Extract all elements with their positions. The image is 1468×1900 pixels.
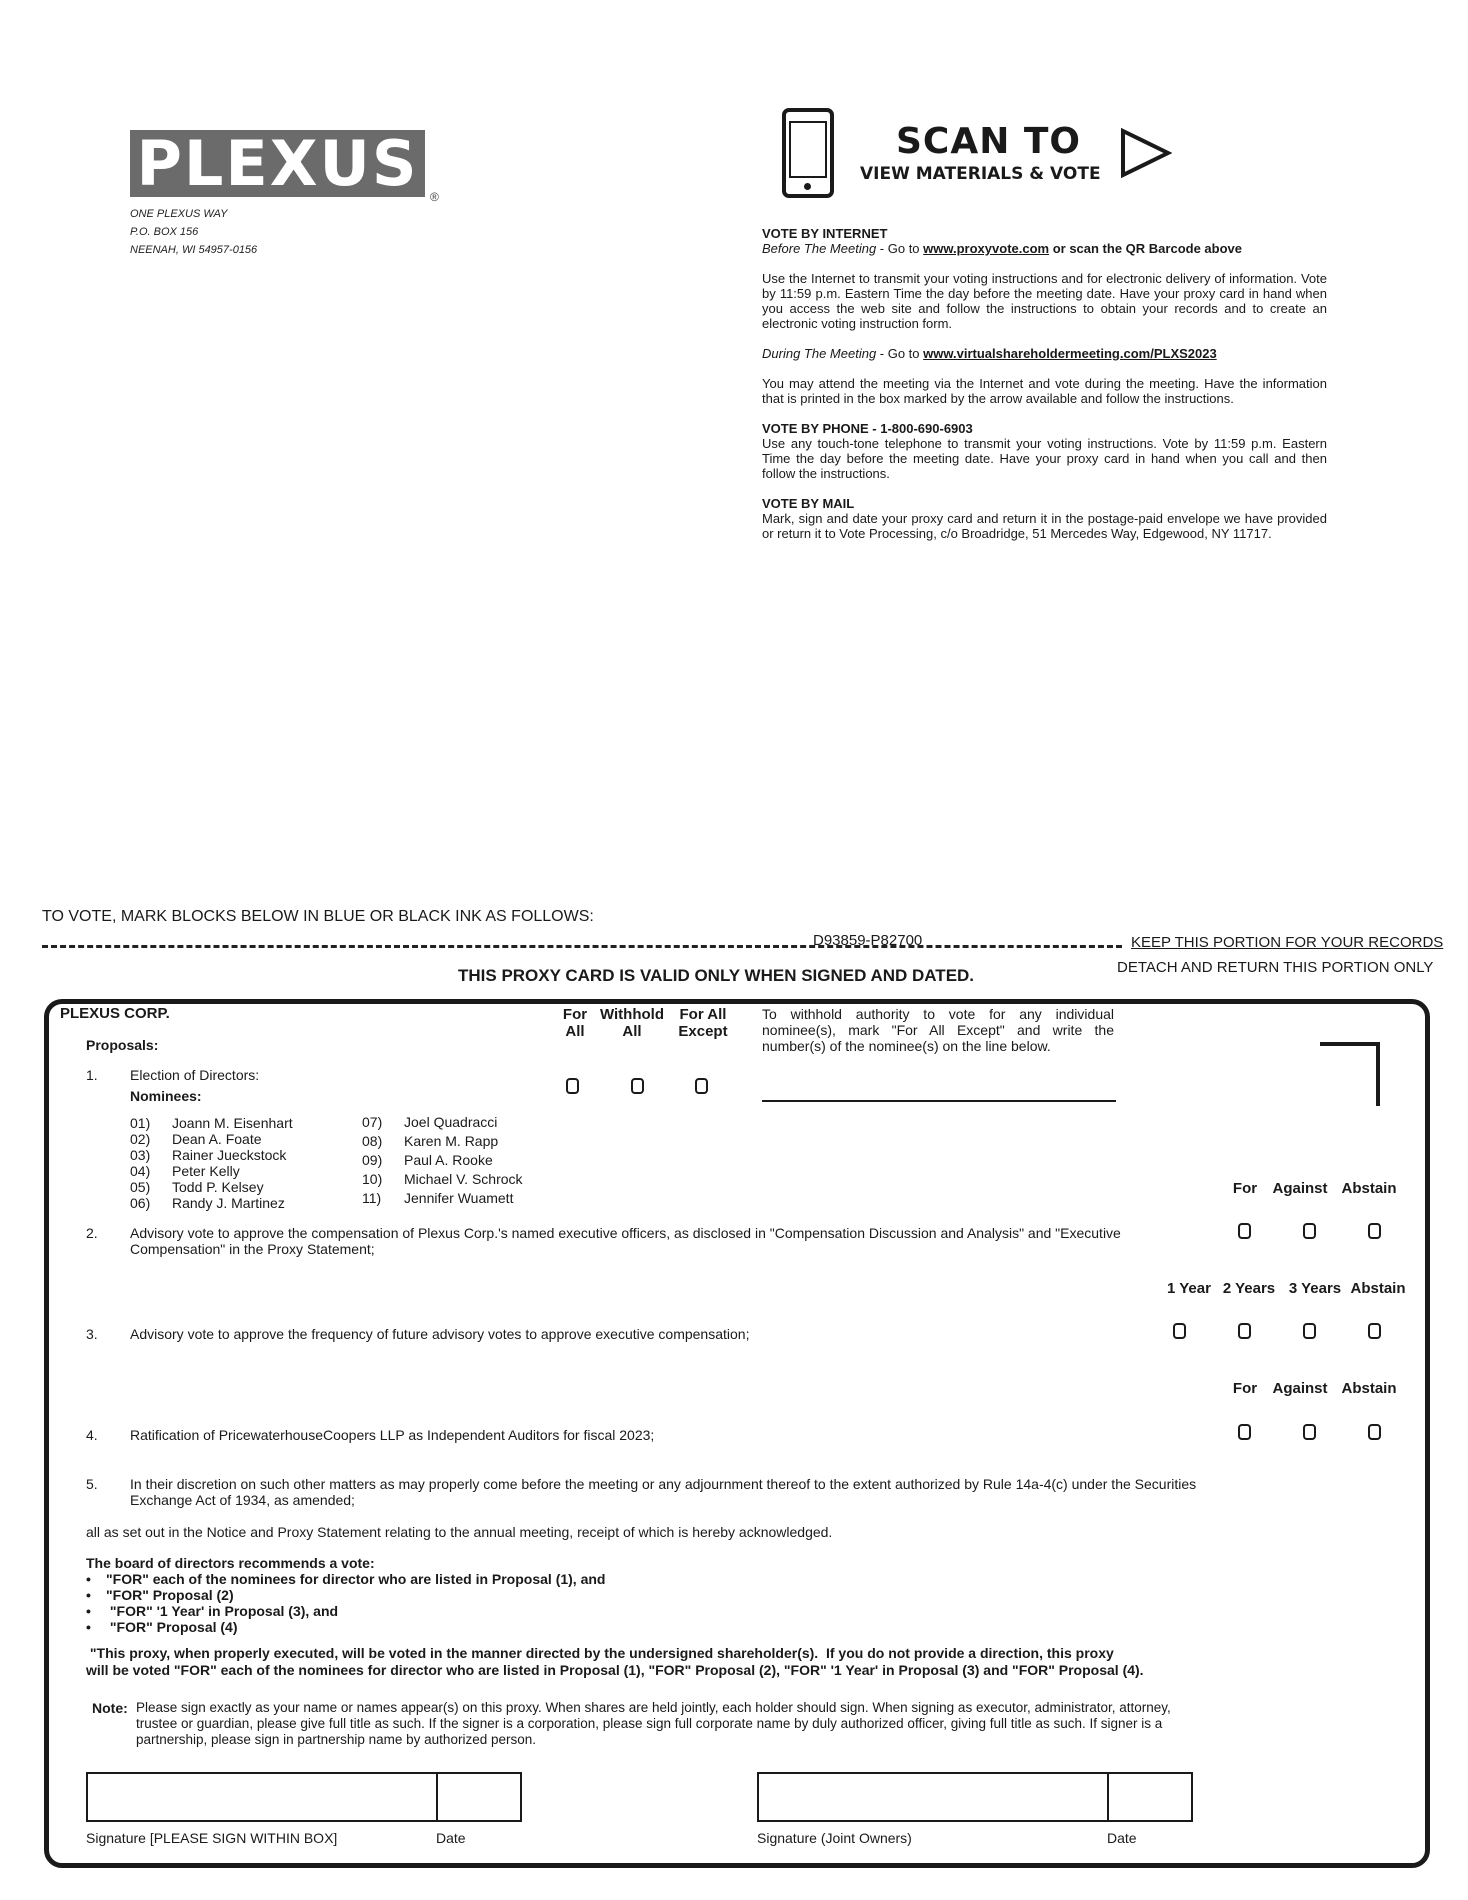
joint-date-label: Date [1107,1830,1137,1846]
joint-date-input[interactable] [1107,1772,1193,1822]
withhold-all-checkbox[interactable] [631,1078,644,1094]
col-against: Against [1272,1380,1328,1397]
signature-label: Signature [PLEASE SIGN WITHIN BOX] [86,1830,338,1846]
proposal-2-text: Advisory vote to approve the compensation of Plexus Corp.'s named executive officers, as disclosed in "Compensation Discussion and Analysis" and "Executive Compensation" in the Proxy Statement; [130,1225,1121,1257]
nominee-exception-line[interactable] [762,1100,1116,1102]
list-item: • "FOR" '1 Year' in Proposal (3), and [86,1603,339,1619]
acknowledgement-text: all as set out in the Notice and Proxy Statement relating to the annual meeting, receipt of which is hereby acknowledged. [86,1524,833,1540]
col-abstain: Abstain [1341,1380,1397,1397]
list-item: 02) Dean A. Foate [130,1131,262,1147]
vote-phone-title: VOTE BY PHONE - 1-800-690-6903 [762,421,973,436]
proposal-1-text: Election of Directors: [130,1067,260,1083]
proposal-4-number: 4. [86,1427,98,1443]
vote-internet-title: VOTE BY INTERNET [762,226,888,241]
proposal-1-number: 1. [86,1067,98,1083]
plexus-logo: PLEXUS [130,130,425,197]
during-meeting-line [762,346,1327,361]
valid-notice: THIS PROXY CARD IS VALID ONLY WHEN SIGNED AND DATED. [458,966,975,985]
signature-input[interactable] [86,1772,438,1822]
nominees-label: Nominees: [130,1088,202,1104]
smartphone-icon [782,108,834,198]
virtual-meeting-link[interactable]: www.virtualshareholdermeeting.com/PLXS2023 [923,346,1217,361]
proposal-3-text: Advisory vote to approve the frequency of future advisory votes to approve executive compensation; [130,1326,750,1342]
detach-line [42,945,1122,948]
goto-text: - Go to [876,241,924,256]
col-for: For [1232,1180,1258,1197]
note-text: Please sign exactly as your name or names appear(s) on this proxy. When shares are held jointly, each holder should sign. When signing as executor, administrator, attorney, trustee or guardian, please give full title as such. If the signer is a corporation, please sign full corporate name by duly authorized officer, giving full title as such. If signer is a partnership, please sign in partnership name by authorized person. [136,1700,1171,1747]
proxy-statement-line-1: "This proxy, when properly executed, will be voted in the manner directed by the undersigned shareholder(s). If you do not provide a direction, this proxy [86,1645,1114,1661]
list-item: • "FOR" each of the nominees for director who are listed in Proposal (1), and [86,1571,606,1587]
registered-mark: ® [430,190,439,204]
proposal-4-abstain-checkbox[interactable] [1368,1424,1381,1440]
for-all-except-checkbox[interactable] [695,1078,708,1094]
proposals-label: Proposals: [86,1037,159,1053]
list-item: 05) Todd P. Kelsey [130,1179,264,1195]
address-line: P.O. BOX 156 [130,226,199,238]
nominee-list-right [362,1113,523,1208]
col-for-all: For All [562,1006,588,1040]
col-withhold-all: Withhold All [599,1006,664,1040]
list-item: 01) Joann M. Eisenhart [130,1115,293,1131]
proposal-3-3years-checkbox[interactable] [1303,1323,1316,1339]
during-meeting-text: You may attend the meeting via the Internet and vote during the meeting. Have the information that is printed in the box marked by the arrow available and follow the instructions. [762,376,1327,406]
board-title: The board of directors recommends a vote: [86,1555,375,1571]
proposal-5-number: 5. [86,1476,98,1492]
scan-qr-text: or scan the QR Barcode above [1049,241,1242,256]
proposal-3-1year-checkbox[interactable] [1173,1323,1186,1339]
list-item: • "FOR" Proposal (2) [86,1587,234,1603]
company-name: PLEXUS CORP. [60,1005,170,1022]
vote-internet-before-line [762,241,1327,256]
joint-signature-input[interactable] [757,1772,1109,1822]
vote-mail-text: Mark, sign and date your proxy card and return it in the postage-paid envelope we have provided or return it to Vote Processing, c/o Broadridge, 51 Mercedes Way, Edgewood, NY 11717. [762,511,1327,541]
scan-subtitle: VIEW MATERIALS & VOTE [860,164,1101,184]
control-number: D93859-P82700 [813,932,923,949]
proposal-2-for-checkbox[interactable] [1238,1223,1251,1239]
date-label: Date [436,1830,466,1846]
keep-portion-label: KEEP THIS PORTION FOR YOUR RECORDS [1131,934,1444,951]
col-1-year: 1 Year [1167,1280,1211,1297]
vote-internet-text: Use the Internet to transmit your voting instructions and for electronic delivery of information. Vote by 11:59 p.m. Eastern Time the day before the meeting date. Have your proxy card in hand when you access the web site and follow the instructions to obtain your records and to create an electronic voting instruction form. [762,271,1327,331]
proposal-2-abstain-checkbox[interactable] [1368,1223,1381,1239]
return-address [130,205,257,259]
list-item: • "FOR" Proposal (4) [86,1619,238,1635]
proposal-5-text: In their discretion on such other matters as may properly come before the meeting or any adjournment thereof to the extent authorized by Rule 14a-4(c) under the Securities Exchange Act of 1934, as amended; [130,1476,1197,1508]
goto-text: - Go to [876,346,924,361]
mark-instructions: TO VOTE, MARK BLOCKS BELOW IN BLUE OR BLACK INK AS FOLLOWS: [42,908,594,925]
col-for: For [1232,1380,1258,1397]
col-for-all-except: For All Except [678,1006,728,1040]
proposal-4-for-checkbox[interactable] [1238,1424,1251,1440]
before-meeting-label: Before The Meeting [762,241,877,256]
proposal-2-against-checkbox[interactable] [1303,1223,1316,1239]
proposal-4-text: Ratification of PricewaterhouseCoopers LLP as Independent Auditors for fiscal 2023; [130,1427,655,1443]
proposal-3-abstain-checkbox[interactable] [1368,1323,1381,1339]
proposal-3-2years-checkbox[interactable] [1238,1323,1251,1339]
col-3-years: 3 Years [1288,1280,1342,1297]
address-line: ONE PLEXUS WAY [130,208,228,220]
joint-signature-label: Signature (Joint Owners) [757,1830,912,1846]
note-label: Note: [92,1700,128,1716]
list-item: 10) Michael V. Schrock [362,1171,523,1187]
during-meeting-label: During The Meeting [762,346,877,361]
scan-title: SCAN TO [896,121,1082,162]
for-all-checkbox[interactable] [566,1078,579,1094]
corner-mark [1320,1042,1380,1106]
nominee-list-left [130,1115,293,1211]
address-line: NEENAH, WI 54957-0156 [130,244,258,256]
vote-phone-text: Use any touch-tone telephone to transmit your voting instructions. Vote by 11:59 p.m. Eastern Time the day before the meeting date. Have your proxy card in hand when you call and then follow the instructions. [762,436,1327,481]
col-freq-abstain: Abstain [1350,1280,1406,1297]
col-against: Against [1272,1180,1328,1197]
col-abstain: Abstain [1341,1180,1397,1197]
list-item: 11) Jennifer Wuamett [362,1190,514,1206]
list-item: 07) Joel Quadracci [362,1114,498,1130]
withhold-instructions: To withhold authority to vote for any individual nominee(s), mark "For All Except" and write the number(s) of the nominee(s) on the line below. [762,1006,1114,1054]
proxy-statement-line-2: will be voted "FOR" each of the nominees for director who are listed in Proposal (1), "FOR" Proposal (2), "FOR" '1 Year' in Proposal (3) and "FOR" Proposal (4). [86,1662,1144,1678]
detach-return-label: DETACH AND RETURN THIS PORTION ONLY [1117,959,1434,976]
list-item: 03) Rainer Jueckstock [130,1147,287,1163]
col-2-years: 2 Years [1222,1280,1276,1297]
vote-mail-title: VOTE BY MAIL [762,496,855,511]
vote-by-internet-section [762,226,1327,541]
board-recommendation [86,1555,605,1635]
proposal-3-number: 3. [86,1326,98,1342]
proposal-4-against-checkbox[interactable] [1303,1424,1316,1440]
list-item: 04) Peter Kelly [130,1163,240,1179]
proxyvote-link[interactable]: www.proxyvote.com [923,241,1050,256]
list-item: 08) Karen M. Rapp [362,1133,499,1149]
date-input[interactable] [436,1772,522,1822]
proposal-2-number: 2. [86,1225,98,1241]
list-item: 06) Randy J. Martinez [130,1195,285,1211]
play-arrow-icon [1120,128,1172,178]
list-item: 09) Paul A. Rooke [362,1152,493,1168]
